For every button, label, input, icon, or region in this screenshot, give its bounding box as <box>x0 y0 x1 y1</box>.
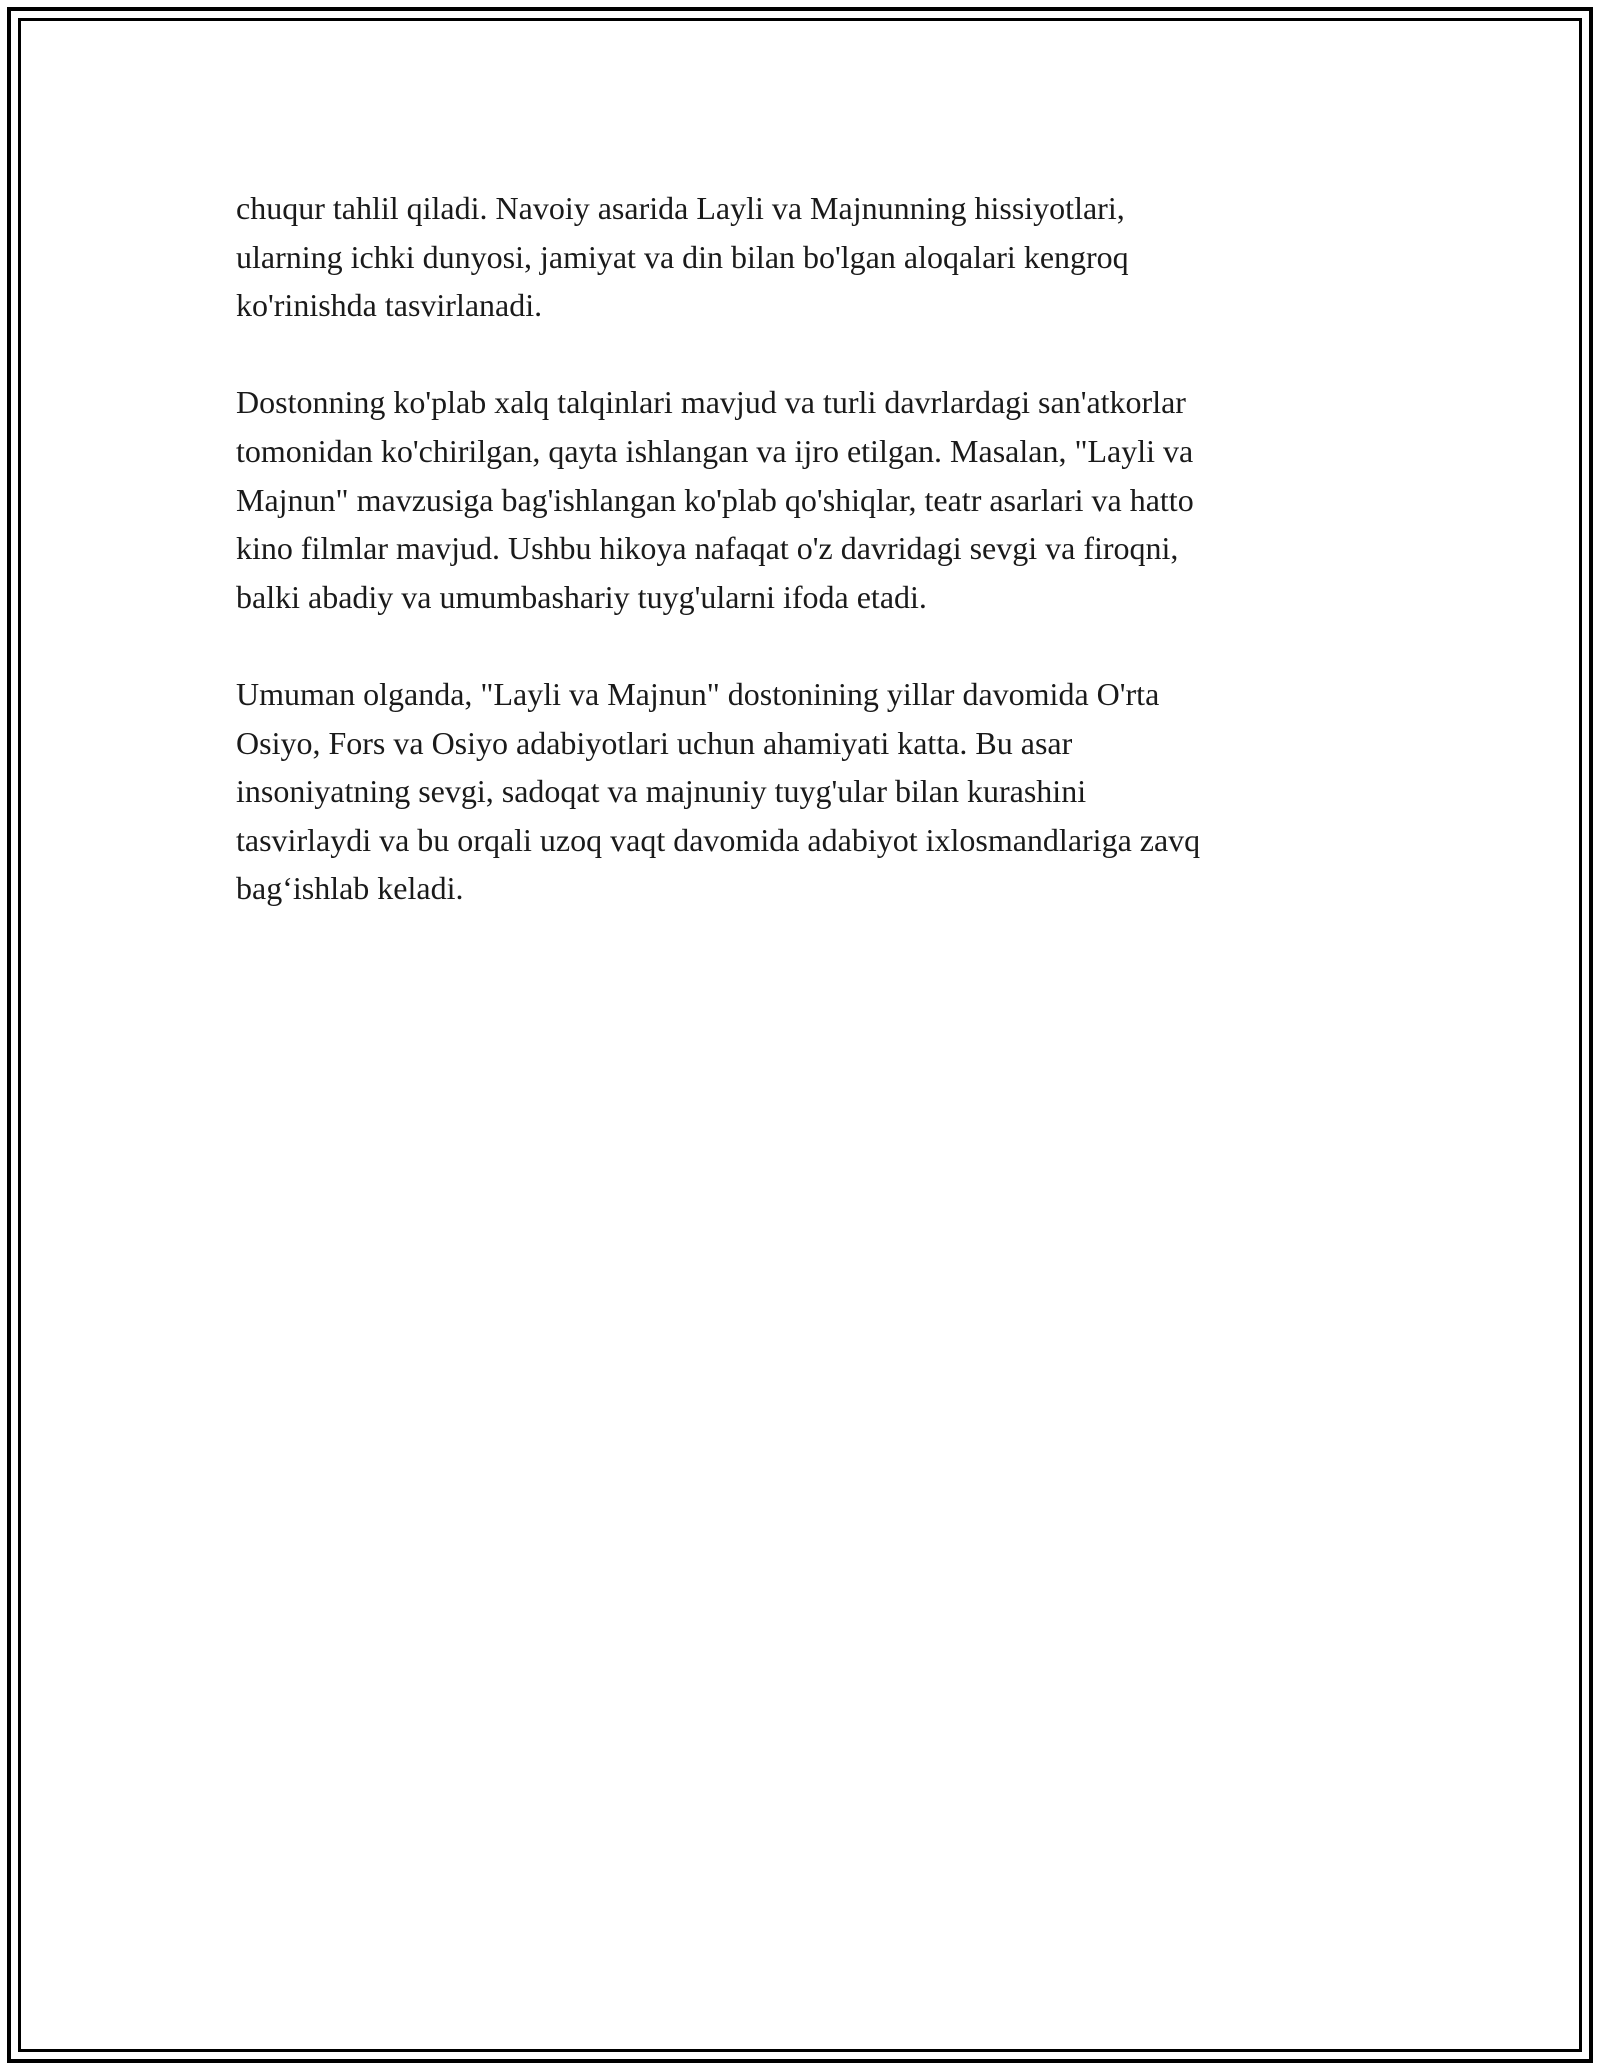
text-line: ularning ichki dunyosi, jamiyat va din bilan bo'lgan aloqalari kengroq <box>236 238 1129 275</box>
text-line: ko'rinishda tasvirlanadi. <box>236 287 543 324</box>
document-body <box>236 184 1356 962</box>
text-line: bag‘ishlab keladi. <box>236 870 464 907</box>
text-line: Osiyo, Fors va Osiyo adabiyotlari uchun ahamiyati katta. Bu asar <box>236 724 1073 761</box>
text-line: Dostonning ko'plab xalq talqinlari mavjud va turli davrlardagi san'atkorlar <box>236 384 1186 421</box>
paragraph-1 <box>236 184 1356 330</box>
text-line: insoniyatning sevgi, sadoqat va majnuniy tuyg'ular bilan kurashini <box>236 773 1087 810</box>
paragraph-2 <box>236 378 1356 621</box>
text-line: tasvirlaydi va bu orqali uzoq vaqt davomida adabiyot ixlosmandlariga zavq <box>236 821 1201 858</box>
text-line: tomonidan ko'chirilgan, qayta ishlangan va ijro etilgan. Masalan, "Layli va <box>236 432 1194 469</box>
text-line: chuqur tahlil qiladi. Navoiy asarida Layli va Majnunning hissiyotlari, <box>236 190 1125 226</box>
text-line: kino filmlar mavjud. Ushbu hikoya nafaqat o'z davridagi sevgi va firoqni, <box>236 530 1179 567</box>
text-line: Umuman olganda, "Layli va Majnun" dostonining yillar davomida O'rta <box>236 675 1160 712</box>
paragraph-3 <box>236 670 1356 913</box>
text-line: Majnun" mavzusiga bag'ishlangan ko'plab qo'shiqlar, teatr asarlari va hatto <box>236 481 1194 518</box>
text-line: balki abadiy va umumbashariy tuyg'ularni ifoda etadi. <box>236 578 927 615</box>
